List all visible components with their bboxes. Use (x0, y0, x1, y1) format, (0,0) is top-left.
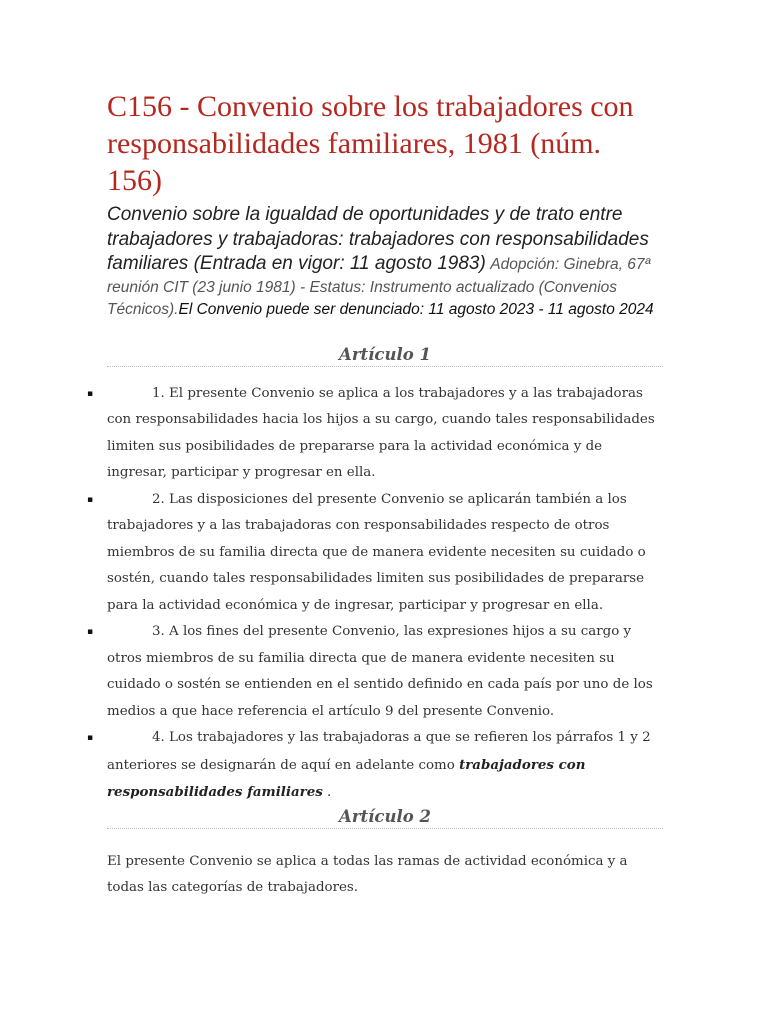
paragraph-text: 2. Las disposiciones del presente Convenio se aplicarán también a los trabajadores y a las trabajadoras con responsabilidades respecto de otros miembros de su familia directa que de manera evidente necesiten su cuidado o sostén, cuando tales responsabilidades limiten sus posibilidades de prepararse para la actividad económica y de ingresar, participar y progresar en ella. (107, 491, 646, 613)
bullet-icon: ▪ (87, 494, 94, 505)
bullet-icon: ▪ (87, 733, 94, 743)
paragraph-text: 3. A los fines del presente Convenio, las expresiones hijos a su cargo y otros miembros de su familia directa que de manera evidente necesiten su cuidado o sostén se entienden en el sentido definido en cada país por uno de los medios a que hace referencia el artículo 9 del presente Convenio. (107, 624, 653, 719)
article-1-heading: Artículo 1 (107, 345, 663, 367)
article-2-text: El presente Convenio se aplica a todas las ramas de actividad económica y a todas las categorías de trabajadores. (107, 853, 628, 895)
bullet-icon: ▪ (87, 388, 94, 399)
document-subtitle: Convenio sobre la igualdad de oportunidades y de trato entre trabajadores y trabajadoras: trabajadores con responsabilidades familiares (Entrada en vigor: 11 agosto 1983) (107, 204, 649, 274)
list-item (87, 619, 663, 725)
article-1-paragraphs (87, 381, 663, 807)
article-2-heading: Artículo 2 (107, 807, 663, 829)
denunciation-period: El Convenio puede ser denunciado: 11 agosto 2023 - 11 agosto 2024 (178, 300, 654, 318)
adoption-status: Adopción: Ginebra, 67ª reunión CIT (23 junio 1981) - Estatus: Instrumento actualizado (Convenios Técnicos). (107, 256, 651, 318)
paragraph-text: 4. Los trabajadores y las trabajadoras a que se refieren los párrafos 1 y 2 anteriores se designarán de aquí en adelante como (107, 730, 651, 773)
list-item (87, 381, 663, 487)
document-subtitle-block (107, 203, 663, 321)
document-title: C156 - Convenio sobre los trabajadores con responsabilidades familiares, 1981 (núm. 156) (107, 90, 634, 197)
defined-term: trabajadores con responsabilidades familiares (107, 756, 586, 800)
paragraph-end: . (322, 785, 332, 800)
document-page (87, 88, 663, 915)
paragraph-text: 1. El presente Convenio se aplica a los trabajadores y a las trabajadoras con responsabilidades hacia los hijos a su cargo, cuando tales responsabilidades limiten sus posibilidades de prepararse para la actividad económica y de ingresar, participar y progresar en ella. (107, 385, 655, 480)
list-item (87, 487, 663, 620)
list-item (87, 725, 663, 807)
bullet-icon: ▪ (87, 627, 94, 637)
